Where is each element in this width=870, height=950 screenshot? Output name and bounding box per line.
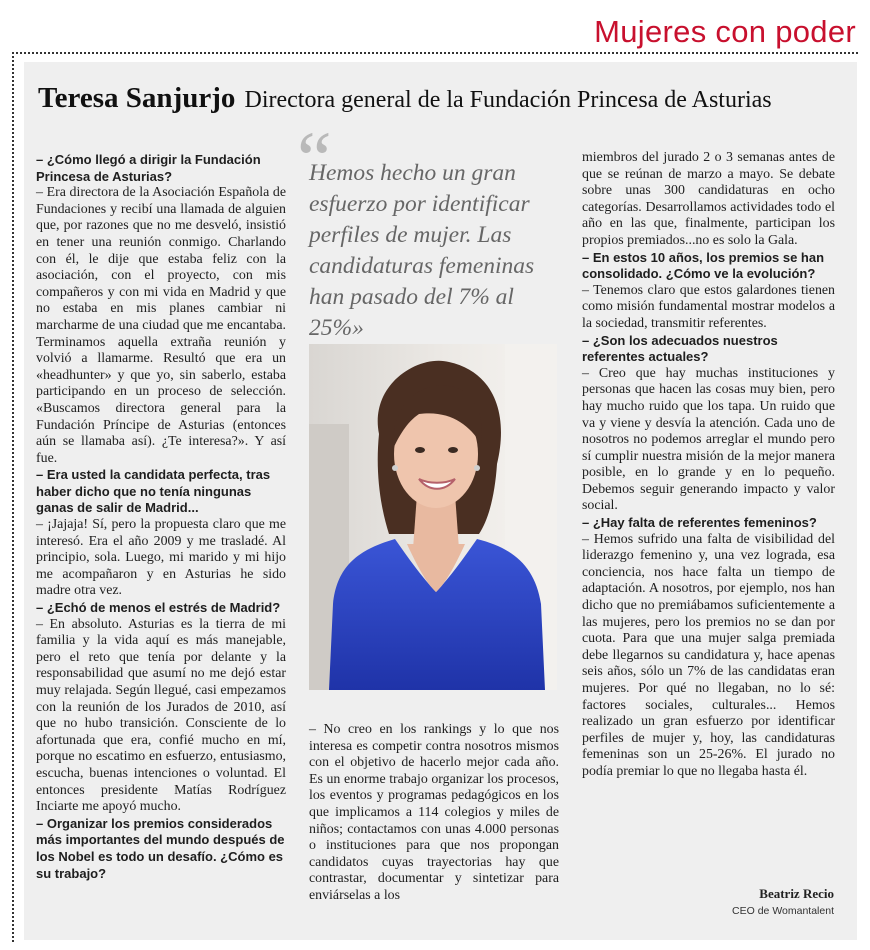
interview-question: – ¿Son los adecuados nuestros referentes actuales?	[582, 332, 778, 365]
author-name: Beatriz Recio	[759, 886, 834, 901]
interview-question: – Organizar los premios considerados más importantes del mundo después de los Nobel es todo un desafío. ¿Cómo es su trabajo?	[36, 815, 285, 881]
article-column-3	[582, 150, 835, 781]
signature	[732, 886, 834, 917]
pull-quote: Hemos hecho un gran esfuerzo por identificar perfiles de mujer. Las candidaturas femeninas han pasado del 7% al 25%»	[309, 160, 535, 341]
interviewee-name: Teresa Sanjurjo	[38, 82, 236, 114]
interview-answer: – Era directora de la Asociación Española de Fundaciones y recibí una llamada de alguien que, por razones que no me desveló, insistió en tener una reunión conmigo. Charlando con él, le dije que estaba feliz con la asociación, con el proyecto, con mis compañeros y con mi vida en Madrid y que no estaba en mis planes cambiar ni marcharme de una ciudad que me encantaba. Terminamos aquella extraña reunión y volvió a llamarme. Resultó que era un «headhunter» y que yo, sin saberlo, estaba participando en un proceso de selección. «Buscamos directora general para la Fundación Príncipe de Asturias (entonces aún se llamaba así). ¿Te interesa?». Y así fue.	[36, 185, 286, 466]
section-title: Mujeres con poder	[594, 14, 856, 49]
portrait-photo	[309, 344, 557, 690]
interview-answer: – ¡Jajaja! Sí, pero la propuesta claro que me interesó. Era el año 2009 y me trasladé. Al principio, sola. Luego, mi marido y mi hijo me acompañaron y en Asturias he sido madre otra vez.	[36, 517, 286, 599]
interview-answer: – No creo en los rankings y lo que nos interesa es competir contra nosotros mismos con el objetivo de hacerlo mejor cada año. Es un enorme trabajo organizar los procesos, los eventos y programas pedagógicos en los que implicamos a 114 colegios y miles de niños; contactamos con unas 4.000 personas o instituciones para que nos propongan candidatos cuyas trayectorias hay que contrastar, documentar y sintetizar para enviárselas a los	[309, 722, 559, 903]
article-column-2	[309, 722, 559, 905]
left-dotted-rule	[12, 52, 14, 942]
interview-answer: miembros del jurado 2 o 3 semanas antes de que se reúnan de marzo a mayo. Se debate sobre unas 300 candidaturas en ocho categorías. Desarrollamos actividades todo el año en las que, finalmente, participan los propios premiados...no es solo la Gala.	[582, 150, 835, 248]
interviewee-role: Directora general de la Fundación Princesa de Asturias	[244, 87, 772, 113]
interview-answer: – Hemos sufrido una falta de visibilidad del liderazgo femenino y, una vez lograda, esa conciencia, nos hace falta un tiempo de adaptación. A nosotros, por ejemplo, nos han dicho que no premiábamos suficientemente a las mujeres, pero los premios no se dan por cuota. Para que una mujer salga premiada debe llegarnos su candidatura y, hace apenas seis años, sólo un 7% de las candidatas eran mujeres. Por qué no llegaban, no lo sé: factores sociales, culturales... Hemos realizado un gran esfuerzo por identificar perfiles de mujer y, hoy, las candidaturas femeninas son un 25-26%. El jurado no podía premiar lo que no llegaba hasta él.	[582, 531, 835, 779]
interview-question: – ¿Hay falta de referentes femeninos?	[582, 515, 817, 531]
interview-question: – ¿Cómo llegó a dirigir la Fundación Princesa de Asturias?	[36, 152, 261, 184]
author-role: CEO de Womantalent	[732, 905, 834, 917]
quote-mark-icon: “	[297, 115, 332, 202]
portrait-illustration	[309, 344, 557, 690]
interview-answer: – Tenemos claro que estos galardones tienen como misión fundamental mostrar modelos a la sociedad, transmitir referentes.	[582, 282, 835, 331]
interview-question: – Era usted la candidata perfecta, tras haber dicho que no tenía ningunas ganas de salir de Madrid...	[36, 467, 271, 516]
interview-question: – ¿Echó de menos el estrés de Madrid?	[36, 600, 281, 616]
interview-answer: – Creo que hay muchas instituciones y personas que hacen las cosas muy bien, pero hay mucho ruido que los tapa. Un ruido que va y viene y desvía la atención. Cada uno de nosotros no podemos arreglar el mundo pero sí cumplir nuestra misión de la mejor manera posible, en lo grande y en lo pequeño. Debemos seguir generando impacto y valor social.	[582, 365, 835, 514]
article-column-1	[36, 152, 286, 882]
interview-answer: – En absoluto. Asturias es la tierra de mi familia y la vida aquí es más manejable, pero el reto que tenía por delante y la responsabilidad que asumí no me dejó estar muy relajada. Según llegué, casi empezamos con la reunión de los Jurados de 2010, así que no hubo transición. Consciente de lo afortunada que era, confié mucho en mí, porque no escatimo en esfuerzo, entusiasmo, escucha, buenas intenciones o voluntad. El entonces presidente Matías Rodríguez Inciarte me apoyó mucho.	[36, 616, 286, 815]
interview-question: – En estos 10 años, los premios se han consolidado. ¿Cómo ve la evolución?	[582, 249, 825, 282]
headline	[38, 82, 772, 115]
top-dotted-rule	[12, 52, 858, 54]
